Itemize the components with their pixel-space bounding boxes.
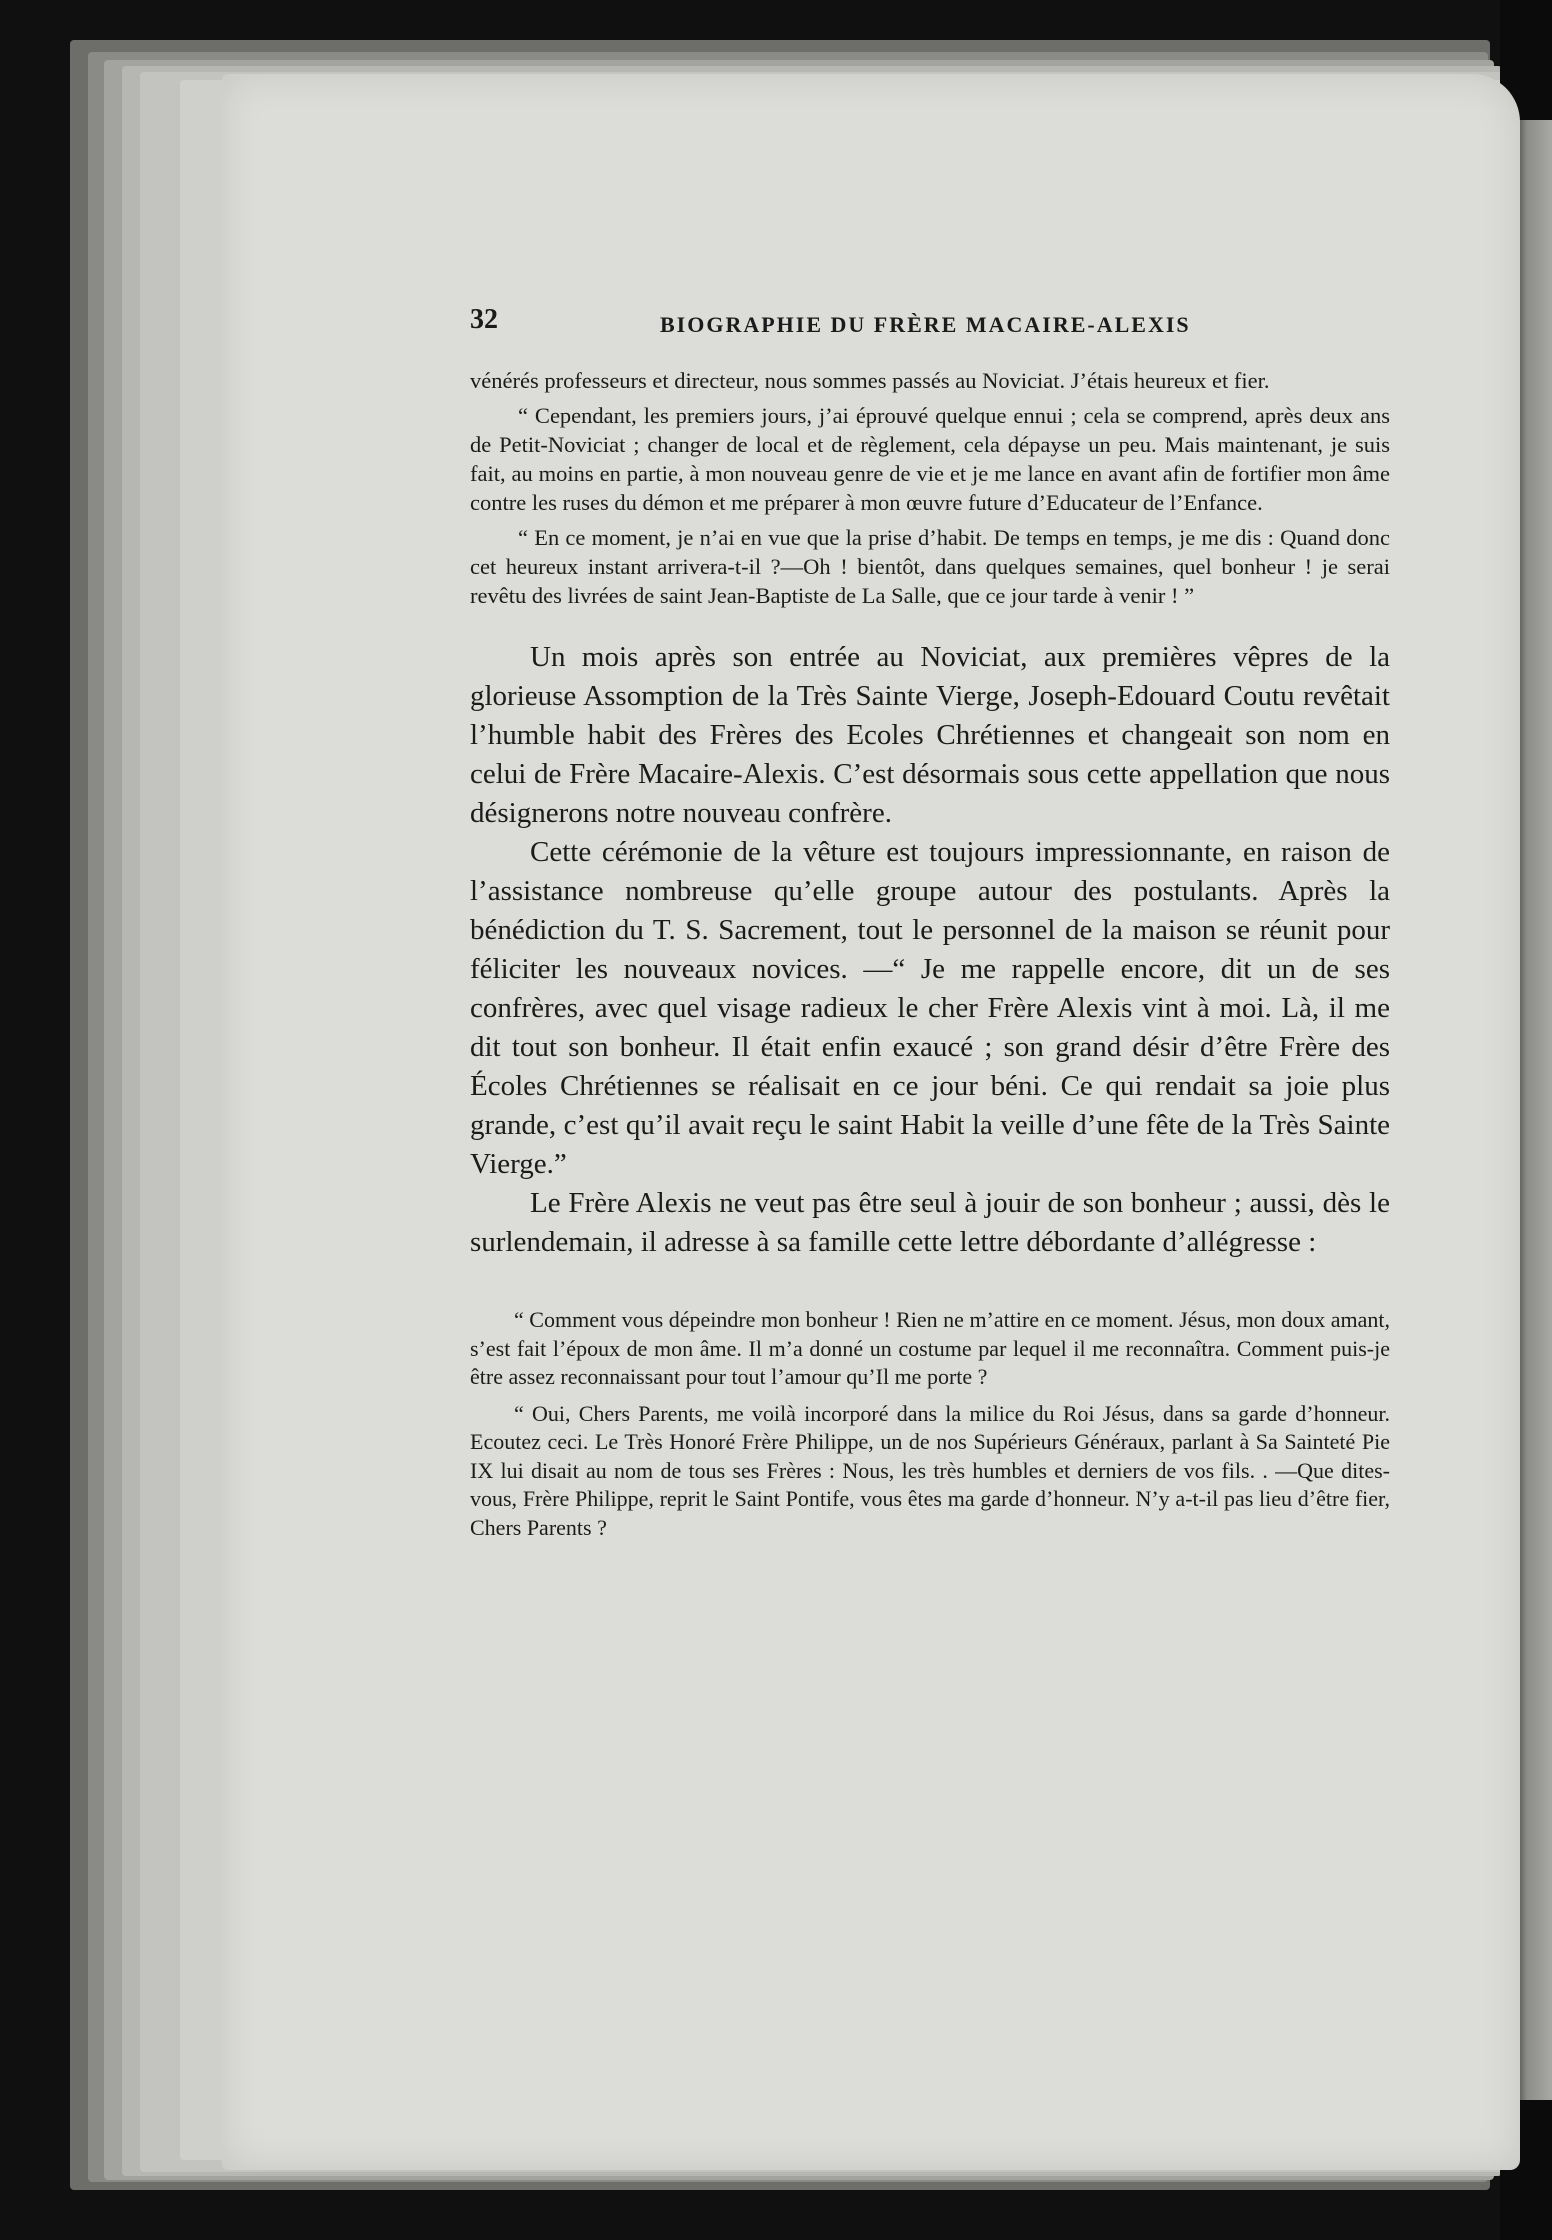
body-text-block <box>470 638 1390 1262</box>
body-paragraph: Cette cérémonie de la vêture est toujours impressionnante, en raison de l’assistance nombreuse qu’elle groupe autour des postulants. Après la bénédiction du T. S. Sacrement, tout le personnel de la maison se réunit pour féliciter les nouveaux novices. —“ Je me rappelle encore, dit un de ses confrères, avec quel visage radieux le cher Frère Alexis vint à moi. Là, il me dit tout son bonheur. Il était enfin exaucé ; son grand désir d’être Frère des Écoles Chrétiennes se réalisait en ce jour béni. Ce qui rendait sa joie plus grande, c’est qu’il avait reçu le saint Habit la veille d’une fête de la Très Sainte Vierge.” <box>470 836 1390 1180</box>
page-number: 32 <box>470 304 498 335</box>
letter-paragraph: “ Oui, Chers Parents, me voilà incorporé dans la milice du Roi Jésus, dans sa garde d’honneur. Ecoutez ceci. Le Très Honoré Frère Philippe, un de nos Supérieurs Généraux, parlant à Sa Sainteté Pie IX lui disait au nom de tous ses Frères : Nous, les très humbles et derniers de vos fils. . —Que dites-vous, Frère Philippe, reprit le Saint Pontife, vous êtes ma garde d’honneur. N’y a-t-il pas lieu d’être fier, Chers Parents ? <box>470 1400 1390 1540</box>
quote-paragraph: “ En ce moment, je n’ai en vue que la prise d’habit. De temps en temps, je me dis : Quand donc cet heureux instant arrivera-t-il ?—Oh ! bientôt, dans quelques semaines, quel bonheur ! je serai revêtu des livrées de saint Jean-Baptiste de La Salle, que ce jour tarde à venir ! ” <box>470 525 1390 608</box>
quote-paragraph: vénérés professeurs et directeur, nous sommes passés au Noviciat. J’étais heureux et fier. <box>470 368 1270 393</box>
quote-paragraph: “ Cependant, les premiers jours, j’ai éprouvé quelque ennui ; cela se comprend, après deux ans de Petit-Noviciat ; changer de local et de règlement, cela dépayse un peu. Mais maintenant, je suis fait, au moins en partie, à mon nouveau genre de vie et je me lance en avant afin de fortifier mon âme contre les ruses du démon et me préparer à mon œuvre future d’Educateur de l’Enfance. <box>470 403 1390 515</box>
letter-block <box>470 1306 1390 1542</box>
quote-intro-block <box>470 366 1390 610</box>
body-paragraph: Le Frère Alexis ne veut pas être seul à jouir de son bonheur ; aussi, dès le surlendemain, il adresse à sa famille cette lettre débordante d’allégresse : <box>470 1187 1390 1258</box>
running-head <box>470 300 1390 346</box>
letter-paragraph: “ Comment vous dépeindre mon bonheur ! Rien ne m’attire en ce moment. Jésus, mon doux amant, s’est fait l’époux de mon âme. Il m’a donné un costume par lequel il me reconnaîtra. Comment puis-je être assez reconnaissant pour tout l’amour qu’Il me porte ? <box>470 1307 1390 1389</box>
page-text <box>470 300 1390 1550</box>
running-title: BIOGRAPHIE DU FRÈRE MACAIRE-ALEXIS <box>660 312 1191 337</box>
body-paragraph: Un mois après son entrée au Noviciat, aux premières vêpres de la glorieuse Assomption de la Très Sainte Vierge, Joseph-Edouard Coutu revêtait l’humble habit des Frères des Ecoles Chrétiennes et changeait son nom en celui de Frère Macaire-Alexis. C’est désormais sous cette appellation que nous désignerons notre nouveau confrère. <box>470 641 1390 829</box>
